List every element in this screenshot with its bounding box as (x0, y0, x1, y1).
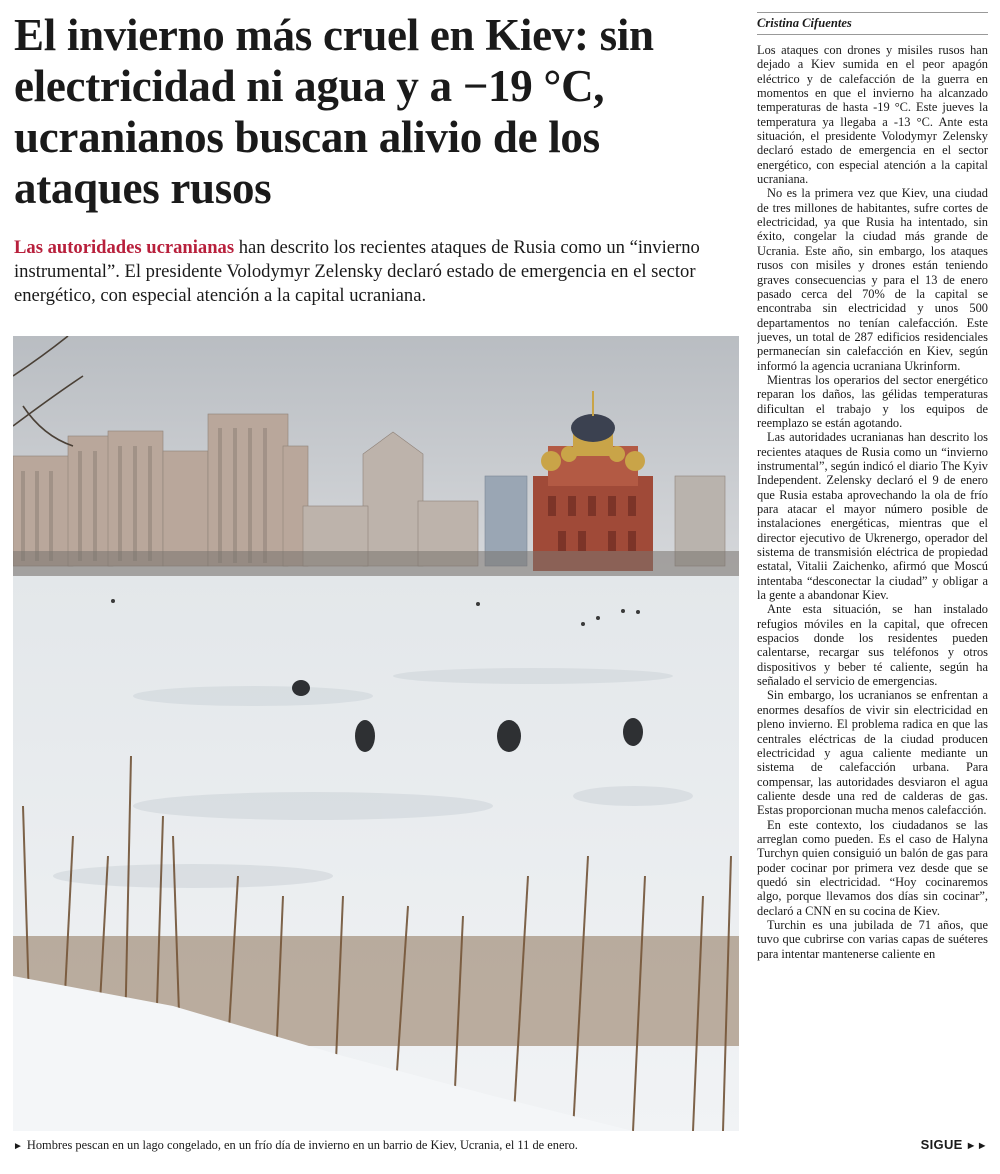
photo-frozen-lake-kiev (13, 336, 739, 1131)
body-paragraph: Mientras los operarios del sector energético reparan los daños, las gélidas temperaturas dificultan el trabajo y los equipos de reemplazo se están agotando. (757, 372, 988, 430)
body-paragraph: Turchin es una jubilada de 71 años, que tuvo que cubrirse con varias capas de suéteres para intentar mantenerse caliente en (757, 917, 988, 961)
standfirst-lead: Las autoridades ucranianas (14, 237, 235, 258)
byline: Cristina Cifuentes (757, 12, 988, 35)
standfirst-text: han descrito los recientes ataques de Rusia como un “invierno instrumental”. El presidente Volodymyr Zelensky declaró estado de emergencia en el sector energético, con especial atención a la capital ucraniana. (14, 237, 700, 306)
continue-arrows: ►► (965, 1140, 988, 1152)
standfirst (14, 236, 730, 308)
body-paragraph: Las autoridades ucranianas han descrito los recientes ataques de Rusia como un “invierno instrumental”, según indicó el diario The Kyiv Independent. Zelensky declaró el 9 de enero que Rusia estaba aprovechando la ola de frío para atacar el mayor número posible de instalaciones energéticas, mientras que el director ejecutivo de Ukrenergo, operador del sistema de transmisión eléctrica de propiedad estatal, Vitalii Zaichenko, afirmó que Moscú intentaba “desconectar la ciudad” y obligar a la gente a abandonar Kiev. (757, 430, 988, 603)
continue-text: SIGUE (920, 1137, 963, 1152)
caption-text: Hombres pescan en un lago congelado, en un frío día de invierno en un barrio de Kiev, Ucrania, el 11 de enero. (26, 1138, 578, 1152)
body-paragraph: No es la primera vez que Kiev, una ciudad de tres millones de habitantes, sufre cortes de electricidad, ya que Rusia ha intentado, sin éxito, congelar la ciudad más grande de Ucrania. Este año, sin embargo, los ataques rusos con misiles y drones están teniendo graves consecuencias y para el 13 de enero pasado cerca del 70% de la capital se encontraba sin electricidad y unos 500 departamentos no tenían calefacción. Este jueves, un total de 287 edificios residenciales permanecían sin calefacción en Kiev, según informó la agencia ucraniana Ukrinform. (757, 186, 988, 373)
photo-caption (13, 1137, 753, 1155)
body-column (757, 43, 988, 1123)
continue-label[interactable] (921, 1137, 988, 1152)
body-paragraph: Los ataques con drones y misiles rusos han dejado a Kiev sumida en el peor apagón eléctrico y de calefacción de la guerra en momentos en que el invierno ha alcanzado temperaturas de hasta -19 °C. Este jueves la temperatura ya llegaba a -13 °C. Ante esta situación, el presidente Volodymyr Zelensky declaró estado de emergencia en el sector energético, con especial atención a la capital ucraniana. (757, 43, 988, 187)
headline: El invierno más cruel en Kiev: sin electricidad ni agua y a −19 °C, ucranianos buscan alivio de los ataques rusos (14, 10, 654, 213)
body-paragraph: Ante esta situación, se han instalado refugios móviles en la capital, que ofrecen espacios donde los residentes pueden calentarse, recargar sus teléfonos y otros dispositivos y beber té caliente, según ha señalado el servicio de emergencias. (757, 602, 988, 689)
body-paragraph: En este contexto, los ciudadanos se las arreglan como pueden. Es el caso de Halyna Turchyn quien consiguió un balón de gas para poder cocinar por primera vez desde que se quedó sin electricidad. “Hoy cocinaremos algo, porque llevamos dos días sin cocinar”, declaró a CNN en su cocina de Kiev. (757, 817, 988, 918)
caption-marker: ► (13, 1141, 23, 1152)
body-paragraph: Sin embargo, los ucranianos se enfrentan a enormes desafíos de vivir sin electricidad en pleno invierno. El problema radica en que las centrales eléctricas de la ciudad producen electricidad y agua caliente mediante un sistema de calefacción urbana. Para compensar, las autoridades desviaron el agua caliente desde una red de calderas de gas. Estas proporcionan mucha menos calefacción. (757, 688, 988, 818)
